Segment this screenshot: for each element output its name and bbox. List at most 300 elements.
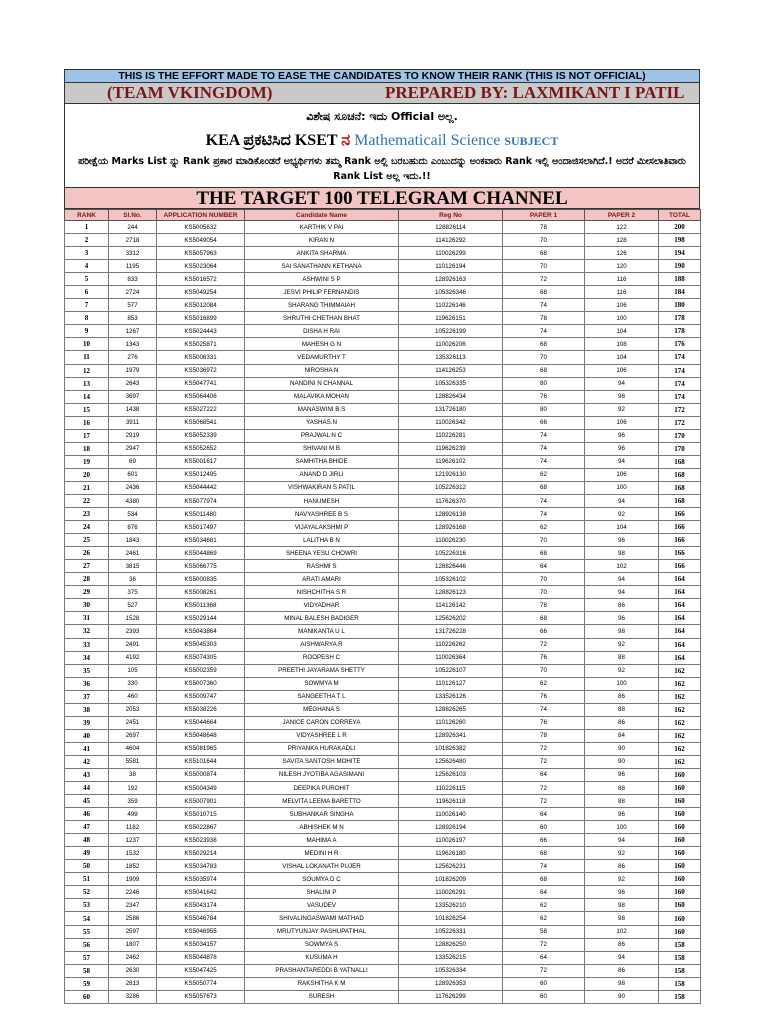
cell-rank: 28: [65, 573, 109, 586]
cell-p1: 64: [503, 886, 585, 899]
cell-regno: 128826265: [399, 703, 503, 716]
table-row: [65, 416, 701, 429]
table-row: [65, 312, 701, 325]
cell-name: VEDAMURTHY T: [245, 351, 399, 364]
cell-slno: 375: [109, 586, 157, 599]
cell-slno: 4604: [109, 742, 157, 755]
cell-total: 162: [659, 716, 701, 729]
cell-name: SAI SANATHANN KETHANA: [245, 260, 399, 273]
cell-p2: 116: [585, 273, 659, 286]
cell-p1: 66: [503, 416, 585, 429]
cell-rank: 22: [65, 494, 109, 507]
cell-slno: 276: [109, 351, 157, 364]
cell-regno: 105326346: [399, 286, 503, 299]
table-row: [65, 286, 701, 299]
cell-name: SHEENA YESU CHOWRI: [245, 547, 399, 560]
cell-total: 160: [659, 834, 701, 847]
cell-rank: 34: [65, 651, 109, 664]
cell-p1: 60: [503, 821, 585, 834]
cell-p2: 94: [585, 494, 659, 507]
cell-regno: 125626202: [399, 612, 503, 625]
cell-rank: 44: [65, 782, 109, 795]
table-row: [65, 990, 701, 1003]
cell-p1: 72: [503, 938, 585, 951]
cell-regno: 105226107: [399, 664, 503, 677]
cell-appno: KS5043174: [157, 899, 245, 912]
cell-p1: 72: [503, 782, 585, 795]
cell-name: SHARANG THIMMAIAH: [245, 299, 399, 312]
cell-appno: KS5049054: [157, 234, 245, 247]
cell-p1: 68: [503, 873, 585, 886]
cell-slno: 1807: [109, 938, 157, 951]
cell-p2: 106: [585, 364, 659, 377]
cell-rank: 51: [65, 873, 109, 886]
cell-p1: 64: [503, 808, 585, 821]
cell-p1: 72: [503, 273, 585, 286]
cell-total: 158: [659, 990, 701, 1003]
cell-name: VIJAYALAKSHMI P: [245, 521, 399, 534]
col-total: TOTAL: [659, 210, 701, 221]
cell-slno: 1532: [109, 847, 157, 860]
cell-regno: 128926168: [399, 521, 503, 534]
cell-p2: 96: [585, 442, 659, 455]
cell-total: 160: [659, 808, 701, 821]
cell-total: 160: [659, 795, 701, 808]
headline-subject: Mathematicail Science: [354, 132, 501, 149]
cell-slno: 2462: [109, 951, 157, 964]
cell-total: 162: [659, 755, 701, 768]
cell-name: NILESH JYOTIBA AGASIMANI: [245, 768, 399, 781]
cell-regno: 133526215: [399, 951, 503, 964]
cell-slno: 4380: [109, 494, 157, 507]
cell-name: JANICE CARON CORREYA: [245, 716, 399, 729]
col-application-number: APPLICATION NUMBER: [157, 210, 245, 221]
cell-total: 174: [659, 377, 701, 390]
cell-p2: 86: [585, 690, 659, 703]
cell-appno: KS5044442: [157, 481, 245, 494]
table-row: [65, 260, 701, 273]
cell-p2: 94: [585, 951, 659, 964]
cell-name: SHRUTHI CHETHAN BHAT: [245, 312, 399, 325]
cell-regno: 110226146: [399, 299, 503, 312]
cell-p1: 64: [503, 768, 585, 781]
table-row: [65, 599, 701, 612]
team-row: [64, 83, 700, 104]
cell-appno: KS5000874: [157, 768, 245, 781]
cell-rank: 6: [65, 286, 109, 299]
cell-regno: 128826114: [399, 221, 503, 234]
cell-appno: KS5005632: [157, 221, 245, 234]
cell-name: MANASWINI B.S: [245, 403, 399, 416]
table-row: [65, 677, 701, 690]
table-row: [65, 547, 701, 560]
col-reg-no: Reg No: [399, 210, 503, 221]
cell-appno: KS5016899: [157, 312, 245, 325]
table-row: [65, 716, 701, 729]
cell-rank: 29: [65, 586, 109, 599]
cell-rank: 12: [65, 364, 109, 377]
cell-appno: KS5036972: [157, 364, 245, 377]
table-row: [65, 234, 701, 247]
cell-p1: 70: [503, 534, 585, 547]
cell-p2: 96: [585, 886, 659, 899]
cell-p1: 72: [503, 755, 585, 768]
headline-suffix: SUBJECT: [504, 134, 559, 148]
cell-total: 166: [659, 534, 701, 547]
cell-slno: 1852: [109, 860, 157, 873]
cell-slno: 2393: [109, 625, 157, 638]
cell-rank: 60: [65, 990, 109, 1003]
table-row: [65, 860, 701, 873]
cell-total: 160: [659, 886, 701, 899]
cell-appno: KS5049254: [157, 286, 245, 299]
cell-slno: 2451: [109, 716, 157, 729]
cell-slno: 460: [109, 690, 157, 703]
cell-regno: 128826250: [399, 938, 503, 951]
table-row: [65, 508, 701, 521]
headline-prefix: KEA ಪ್ರಕಟಿಸಿದ KSET: [205, 132, 338, 149]
cell-rank: 13: [65, 377, 109, 390]
cell-p1: 68: [503, 612, 585, 625]
table-row: [65, 325, 701, 338]
cell-p2: 94: [585, 834, 659, 847]
cell-name: DEEPIKA PUROHIT: [245, 782, 399, 795]
cell-appno: KS5023064: [157, 260, 245, 273]
table-row: [65, 729, 701, 742]
cell-name: SUBHANKAR SINGHA: [245, 808, 399, 821]
cell-total: 166: [659, 560, 701, 573]
table-row: [65, 442, 701, 455]
cell-p1: 78: [503, 599, 585, 612]
cell-name: ANAND D JIRLI: [245, 468, 399, 481]
cell-rank: 5: [65, 273, 109, 286]
cell-appno: KS5004349: [157, 782, 245, 795]
cell-p2: 102: [585, 925, 659, 938]
cell-name: KUSUMA H: [245, 951, 399, 964]
cell-p1: 74: [503, 325, 585, 338]
cell-regno: 110126260: [399, 716, 503, 729]
cell-p2: 94: [585, 455, 659, 468]
cell-p2: 86: [585, 964, 659, 977]
cell-name: SAVITA SANTOSH MOHITE: [245, 755, 399, 768]
cell-name: VISHAL LOKANATH PUJER: [245, 860, 399, 873]
cell-p1: 66: [503, 625, 585, 638]
cell-name: SURESH: [245, 990, 399, 1003]
cell-name: YASHAS.N: [245, 416, 399, 429]
cell-p1: 66: [503, 834, 585, 847]
kset-headline: [65, 132, 699, 150]
cell-slno: 1843: [109, 534, 157, 547]
table-row: [65, 351, 701, 364]
cell-p2: 92: [585, 847, 659, 860]
cell-name: SOUMYA D C: [245, 873, 399, 886]
cell-total: 164: [659, 651, 701, 664]
cell-appno: KS5029214: [157, 847, 245, 860]
cell-appno: KS5034783: [157, 860, 245, 873]
table-row: [65, 703, 701, 716]
cell-p2: 104: [585, 351, 659, 364]
cell-p1: 78: [503, 221, 585, 234]
description-text: ಪರೀಕ್ಷೆಯ Marks List ನ್ನು Rank ಪ್ರಕಾರ ಮಾಡಿಕೊಂಡರೆ ಅಭ್ಯರ್ಥಿಗಳು ತಮ್ಮ Rank ಅಲ್ಲಿ ಬರಬಹುದು ಎಂಬುದನ್ನು ಅಂಕವಾರು Rank ಇಲ್ಲಿ ಅಂದಾಜಿಸಲಾಗಿದೆ.! ಅದರೆ ಮೀಸಲಾತಿವಾರು Rank List ಅಲ್ಲ ಇದು.!!: [78, 156, 686, 182]
cell-p1: 74: [503, 299, 585, 312]
cell-name: NAVYASHREE B S: [245, 508, 399, 521]
table-row: [65, 755, 701, 768]
cell-p2: 92: [585, 638, 659, 651]
cell-slno: 876: [109, 521, 157, 534]
cell-regno: 128826434: [399, 390, 503, 403]
cell-name: VIDYADHAR: [245, 599, 399, 612]
cell-p1: 70: [503, 586, 585, 599]
cell-total: 162: [659, 690, 701, 703]
cell-regno: 101826209: [399, 873, 503, 886]
cell-p1: 80: [503, 377, 585, 390]
cell-name: SOWMYA S: [245, 938, 399, 951]
cell-regno: 128826446: [399, 560, 503, 573]
cell-rank: 54: [65, 912, 109, 925]
cell-slno: 330: [109, 677, 157, 690]
cell-total: 164: [659, 612, 701, 625]
cell-total: 158: [659, 938, 701, 951]
cell-appno: KS5034681: [157, 534, 245, 547]
cell-name: JESVI PHILIP FERNANDIS: [245, 286, 399, 299]
cell-slno: 1182: [109, 821, 157, 834]
cell-p2: 94: [585, 573, 659, 586]
cell-total: 158: [659, 951, 701, 964]
cell-p1: 68: [503, 247, 585, 260]
cell-name: KIRAN N: [245, 234, 399, 247]
cell-appno: KS5038226: [157, 703, 245, 716]
cell-p1: 62: [503, 677, 585, 690]
cell-appno: KS5044869: [157, 547, 245, 560]
cell-p2: 96: [585, 429, 659, 442]
cell-slno: 601: [109, 468, 157, 481]
cell-regno: 110026197: [399, 834, 503, 847]
table-row: [65, 481, 701, 494]
cell-p2: 90: [585, 755, 659, 768]
cell-rank: 1: [65, 221, 109, 234]
cell-name: SHALINI P: [245, 886, 399, 899]
cell-slno: 4192: [109, 651, 157, 664]
cell-rank: 58: [65, 964, 109, 977]
cell-regno: 110026230: [399, 534, 503, 547]
table-row: [65, 586, 701, 599]
cell-p1: 62: [503, 521, 585, 534]
cell-total: 180: [659, 299, 701, 312]
cell-p1: 70: [503, 351, 585, 364]
cell-p1: 68: [503, 286, 585, 299]
cell-p2: 122: [585, 221, 659, 234]
cell-appno: KS5044878: [157, 951, 245, 964]
cell-p1: 78: [503, 312, 585, 325]
cell-rank: 40: [65, 729, 109, 742]
cell-appno: KS5046784: [157, 912, 245, 925]
cell-total: 166: [659, 521, 701, 534]
cell-appno: KS5011368: [157, 599, 245, 612]
cell-name: PREETHI JAYARAMA SHETTY: [245, 664, 399, 677]
cell-p2: 120: [585, 260, 659, 273]
cell-p2: 98: [585, 390, 659, 403]
cell-p1: 76: [503, 716, 585, 729]
cell-slno: 2053: [109, 703, 157, 716]
table-row: [65, 782, 701, 795]
cell-appno: KS5068541: [157, 416, 245, 429]
team-label: (TEAM VKINGDOM): [107, 83, 273, 102]
cell-p1: 62: [503, 899, 585, 912]
cell-name: MELVITA LEEMA BARETTO: [245, 795, 399, 808]
cell-name: PRIYANKA HURAKADLI: [245, 742, 399, 755]
cell-rank: 2: [65, 234, 109, 247]
cell-regno: 119626102: [399, 455, 503, 468]
cell-appno: KS5017497: [157, 521, 245, 534]
cell-rank: 48: [65, 834, 109, 847]
cell-rank: 56: [65, 938, 109, 951]
cell-rank: 20: [65, 468, 109, 481]
cell-total: 162: [659, 729, 701, 742]
cell-regno: 105326334: [399, 964, 503, 977]
cell-total: 164: [659, 638, 701, 651]
cell-rank: 3: [65, 247, 109, 260]
cell-name: MALAVIKA MOHAN: [245, 390, 399, 403]
cell-regno: 117626299: [399, 990, 503, 1003]
cell-rank: 59: [65, 977, 109, 990]
cell-p1: 78: [503, 729, 585, 742]
cell-p2: 88: [585, 703, 659, 716]
cell-total: 160: [659, 925, 701, 938]
table-row: [65, 560, 701, 573]
cell-appno: KS5052652: [157, 442, 245, 455]
cell-rank: 36: [65, 677, 109, 690]
cell-rank: 32: [65, 625, 109, 638]
cell-slno: 2461: [109, 547, 157, 560]
cell-rank: 52: [65, 886, 109, 899]
cell-regno: 110126194: [399, 260, 503, 273]
cell-p1: 64: [503, 560, 585, 573]
channel-title: THE TARGET 100 TELEGRAM CHANNEL: [64, 188, 700, 209]
cell-p1: 74: [503, 703, 585, 716]
cell-regno: 135326113: [399, 351, 503, 364]
cell-name: NIROSHA N: [245, 364, 399, 377]
cell-p2: 100: [585, 481, 659, 494]
cell-regno: 110026206: [399, 338, 503, 351]
cell-p1: 60: [503, 990, 585, 1003]
cell-slno: 2947: [109, 442, 157, 455]
cell-p2: 96: [585, 534, 659, 547]
cell-p1: 74: [503, 508, 585, 521]
cell-rank: 19: [65, 455, 109, 468]
cell-name: ASHWINI S P: [245, 273, 399, 286]
cell-appno: KS5041642: [157, 886, 245, 899]
cell-name: ABHISHEK M N: [245, 821, 399, 834]
cell-rank: 57: [65, 951, 109, 964]
cell-p2: 96: [585, 768, 659, 781]
cell-slno: 359: [109, 795, 157, 808]
table-row: [65, 364, 701, 377]
cell-slno: 2697: [109, 729, 157, 742]
cell-regno: 128926163: [399, 273, 503, 286]
cell-p1: 74: [503, 494, 585, 507]
cell-slno: 853: [109, 312, 157, 325]
cell-appno: KS5023938: [157, 834, 245, 847]
cell-appno: KS5035974: [157, 873, 245, 886]
cell-total: 168: [659, 494, 701, 507]
table-row: [65, 521, 701, 534]
cell-rank: 50: [65, 860, 109, 873]
cell-p1: 68: [503, 481, 585, 494]
cell-appno: KS5047425: [157, 964, 245, 977]
cell-p1: 70: [503, 260, 585, 273]
cell-p2: 84: [585, 729, 659, 742]
cell-slno: 2919: [109, 429, 157, 442]
table-row: [65, 664, 701, 677]
cell-slno: 2436: [109, 481, 157, 494]
cell-total: 164: [659, 586, 701, 599]
cell-p2: 92: [585, 508, 659, 521]
cell-rank: 15: [65, 403, 109, 416]
cell-regno: 105226316: [399, 547, 503, 560]
cell-total: 178: [659, 312, 701, 325]
cell-total: 174: [659, 364, 701, 377]
cell-slno: 1237: [109, 834, 157, 847]
cell-p2: 104: [585, 325, 659, 338]
cell-total: 162: [659, 664, 701, 677]
headline-kannada: ನ: [341, 132, 351, 149]
cell-regno: 110026364: [399, 651, 503, 664]
cell-rank: 41: [65, 742, 109, 755]
cell-total: 190: [659, 260, 701, 273]
effort-banner: THIS IS THE EFFORT MADE TO EASE THE CANDIDATES TO KNOW THEIR RANK (THIS IS NOT OFFICIAL): [64, 69, 700, 83]
cell-name: SAMHITHA BHIDE: [245, 455, 399, 468]
cell-regno: 110026140: [399, 808, 503, 821]
cell-p2: 98: [585, 899, 659, 912]
cell-name: VASUDEV: [245, 899, 399, 912]
cell-name: SHIVANI M B: [245, 442, 399, 455]
table-row: [65, 455, 701, 468]
cell-total: 178: [659, 325, 701, 338]
table-row: [65, 390, 701, 403]
cell-rank: 42: [65, 755, 109, 768]
cell-total: 160: [659, 860, 701, 873]
cell-regno: 101826382: [399, 742, 503, 755]
table-row: [65, 821, 701, 834]
cell-p1: 68: [503, 338, 585, 351]
cell-p2: 86: [585, 599, 659, 612]
cell-rank: 26: [65, 547, 109, 560]
cell-regno: 131726228: [399, 625, 503, 638]
table-row: [65, 690, 701, 703]
cell-total: 160: [659, 847, 701, 860]
cell-p2: 126: [585, 247, 659, 260]
cell-regno: 110026342: [399, 416, 503, 429]
cell-name: PRASHANTAREDDI B YATNALLI: [245, 964, 399, 977]
cell-rank: 21: [65, 481, 109, 494]
cell-appno: KS5101644: [157, 755, 245, 768]
prepared-by-label: PREPARED BY: LAXMIKANT I PATIL: [385, 83, 685, 102]
cell-slno: 2724: [109, 286, 157, 299]
cell-rank: 33: [65, 638, 109, 651]
rank-table: [64, 209, 701, 1004]
cell-total: 174: [659, 390, 701, 403]
cell-regno: 110226262: [399, 638, 503, 651]
cell-regno: 110026299: [399, 247, 503, 260]
cell-total: 200: [659, 221, 701, 234]
cell-p2: 106: [585, 299, 659, 312]
cell-name: ARATI AMARI: [245, 573, 399, 586]
cell-total: 170: [659, 442, 701, 455]
cell-p2: 86: [585, 938, 659, 951]
cell-rank: 25: [65, 534, 109, 547]
cell-slno: 3286: [109, 990, 157, 1003]
cell-regno: 101826254: [399, 912, 503, 925]
